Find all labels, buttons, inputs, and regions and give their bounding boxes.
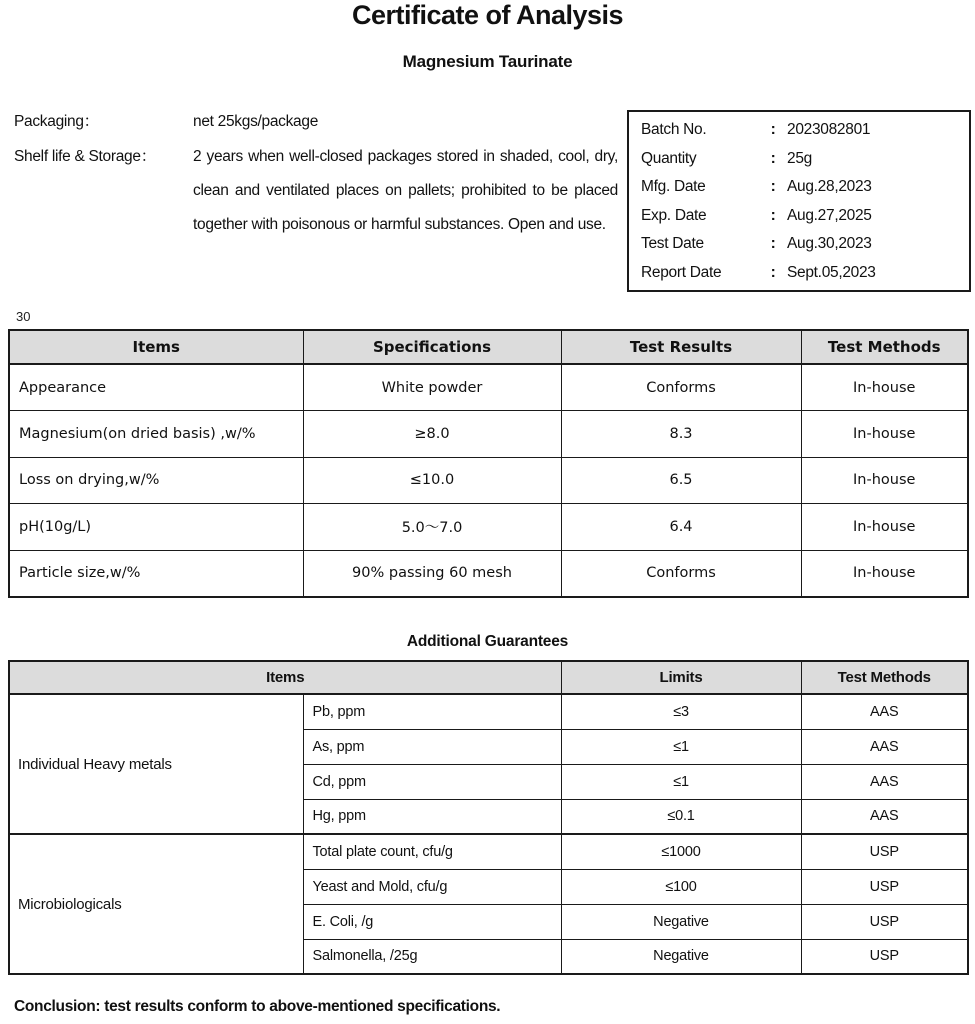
- batch-separator: :: [770, 121, 776, 138]
- additional-guarantees-heading: Additional Guarantees: [406, 633, 569, 650]
- batch-row: [641, 259, 969, 288]
- batch-separator: :: [770, 263, 776, 281]
- batch-info-box: [627, 110, 971, 292]
- guarantee-method: USP: [801, 939, 968, 974]
- batch-separator: :: [770, 206, 776, 224]
- spec-item: Loss on drying,w/%: [9, 457, 303, 504]
- table-header-row: [9, 330, 968, 364]
- batch-value: 25g: [787, 149, 812, 167]
- test-result: Conforms: [561, 550, 801, 597]
- test-result: 6.5: [561, 457, 801, 504]
- header-test-methods: Test Methods: [801, 661, 968, 694]
- batch-value: 2023082801: [787, 121, 871, 138]
- table-row: [9, 834, 968, 869]
- spec-item: pH(10g/L): [9, 504, 303, 551]
- test-method: In-house: [801, 411, 968, 458]
- packaging-row: [14, 110, 618, 134]
- test-method: In-house: [801, 550, 968, 597]
- batch-value: Aug.28,2023: [787, 178, 872, 196]
- batch-label: Mfg. Date: [641, 178, 706, 196]
- batch-separator: :: [770, 178, 776, 196]
- header-items: Items: [9, 330, 303, 364]
- guarantee-method: USP: [801, 834, 968, 869]
- header-test-results: Test Results: [561, 330, 801, 364]
- batch-value: Sept.05,2023: [787, 263, 876, 281]
- spec-item: Appearance: [9, 364, 303, 411]
- specifications-table: [8, 329, 969, 598]
- batch-separator: :: [770, 149, 776, 167]
- header-items: Items: [9, 661, 561, 694]
- table-header-row: [9, 661, 968, 694]
- test-method: In-house: [801, 364, 968, 411]
- guarantee-item: As, ppm: [303, 729, 561, 764]
- guarantee-item: Pb, ppm: [303, 694, 561, 729]
- shelf-life-value: 2 years when well-closed packages stored in shaded, cool, dry, clean and ventilated places on pallets; prohibited to be placed together with poisonous or harmful substances. Open and use.: [193, 148, 618, 233]
- batch-row: [641, 145, 969, 174]
- guarantee-method: AAS: [801, 694, 968, 729]
- guarantee-limit: Negative: [561, 939, 801, 974]
- batch-value: Aug.27,2025: [787, 206, 872, 224]
- guarantee-limit: Negative: [561, 904, 801, 939]
- test-result: 6.4: [561, 504, 801, 551]
- test-method: In-house: [801, 504, 968, 551]
- product-name: Magnesium Taurinate: [402, 52, 573, 71]
- spec-item: Particle size,w/%: [9, 550, 303, 597]
- guarantee-limit: ≤1: [561, 729, 801, 764]
- test-result: 8.3: [561, 411, 801, 458]
- packaging-label: Packaging：: [14, 113, 99, 130]
- page-note: 30: [16, 309, 31, 324]
- group-name: Individual Heavy metals: [9, 694, 303, 834]
- batch-row: [641, 173, 969, 202]
- packaging-value: net 25kgs/package: [193, 113, 319, 130]
- table-row: [9, 504, 968, 551]
- header-test-methods: Test Methods: [801, 330, 968, 364]
- guarantee-item: Yeast and Mold, cfu/g: [303, 869, 561, 904]
- guarantee-method: AAS: [801, 729, 968, 764]
- spec-value: ≤10.0: [303, 457, 561, 504]
- table-row: [9, 457, 968, 504]
- conclusion-text: Conclusion: test results conform to above-mentioned specifications.: [14, 998, 501, 1015]
- guarantee-item: Salmonella, /25g: [303, 939, 561, 974]
- header-limits: Limits: [561, 661, 801, 694]
- spec-value: ≥8.0: [303, 411, 561, 458]
- header-specifications: Specifications: [303, 330, 561, 364]
- guarantee-limit: ≤1000: [561, 834, 801, 869]
- batch-separator: :: [770, 235, 776, 253]
- spec-value: 90% passing 60 mesh: [303, 550, 561, 597]
- batch-label: Exp. Date: [641, 206, 707, 224]
- batch-row: [641, 116, 969, 145]
- guarantees-table: [8, 660, 969, 975]
- spec-value: White powder: [303, 364, 561, 411]
- batch-label: Report Date: [641, 263, 722, 281]
- shelf-life-row: [14, 140, 618, 242]
- table-row: [9, 411, 968, 458]
- guarantee-item: Cd, ppm: [303, 764, 561, 799]
- guarantee-method: AAS: [801, 764, 968, 799]
- spec-value: 5.0～7.0: [303, 504, 561, 551]
- batch-label: Test Date: [641, 235, 704, 253]
- guarantee-method: USP: [801, 869, 968, 904]
- guarantee-method: USP: [801, 904, 968, 939]
- guarantee-limit: ≤3: [561, 694, 801, 729]
- table-row: [9, 694, 968, 729]
- batch-row: [641, 202, 969, 231]
- batch-label: Batch No.: [641, 121, 707, 138]
- batch-value: Aug.30,2023: [787, 235, 872, 253]
- test-method: In-house: [801, 457, 968, 504]
- shelf-life-label: Shelf life & Storage：: [14, 148, 156, 165]
- guarantee-item: E. Coli, /g: [303, 904, 561, 939]
- guarantee-method: AAS: [801, 799, 968, 834]
- table-row: [9, 364, 968, 411]
- spec-item: Magnesium(on dried basis) ,w/%: [9, 411, 303, 458]
- guarantee-limit: ≤1: [561, 764, 801, 799]
- batch-row: [641, 230, 969, 259]
- guarantee-limit: ≤100: [561, 869, 801, 904]
- guarantee-limit: ≤0.1: [561, 799, 801, 834]
- page-title: Certificate of Analysis: [351, 0, 624, 30]
- group-name: Microbiologicals: [9, 834, 303, 974]
- guarantee-item: Total plate count, cfu/g: [303, 834, 561, 869]
- guarantee-item: Hg, ppm: [303, 799, 561, 834]
- packaging-storage-section: [14, 110, 618, 242]
- test-result: Conforms: [561, 364, 801, 411]
- batch-label: Quantity: [641, 149, 697, 167]
- table-row: [9, 550, 968, 597]
